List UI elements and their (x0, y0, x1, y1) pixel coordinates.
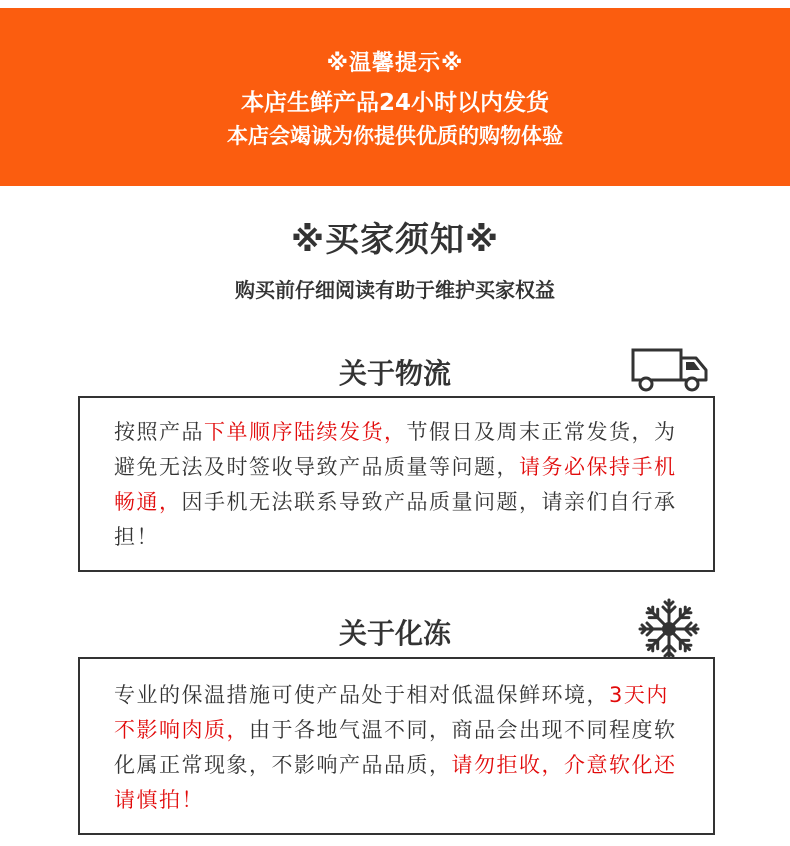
notice-banner (0, 8, 790, 186)
thaw-text-2: 由于各地气温不同，商品会出现不同程度软化属正常现象，不影响产品品质， (114, 718, 677, 777)
logistics-text-2: 节假日及周末正常发货，为避免无法及时签收导致产品质量等问题， (114, 420, 677, 479)
logistics-text-3: 因手机无法联系导致产品质量问题，请亲们自行承担！ (114, 490, 677, 549)
thaw-box (78, 657, 715, 835)
logistics-box (78, 396, 715, 572)
buyer-notice-title: ※买家须知※ (290, 220, 500, 260)
logistics-highlight-2: 请务必保持手机畅通， (114, 455, 677, 514)
thaw-heading: 关于化冻 (338, 617, 451, 650)
banner-service-line: 本店会竭诚为你提供优质的购物体验 (227, 124, 563, 148)
snowflake-icon (636, 598, 702, 660)
buyer-notice-subtitle: 购买前仔细阅读有助于维护买家权益 (235, 278, 555, 302)
thaw-highlight-2: 请勿拒收，介意软化还请慎拍！ (114, 753, 677, 812)
banner-shipping-line: 本店生鲜产品24小时以内发货 (240, 90, 549, 116)
logistics-heading: 关于物流 (338, 357, 451, 390)
truck-icon (630, 344, 710, 394)
thaw-text-1: 专业的保温措施可使产品处于相对低温保鲜环境， (114, 683, 609, 707)
logistics-text-1: 按照产品 (114, 420, 204, 444)
thaw-highlight-1: 3天内不影响肉质， (114, 683, 669, 742)
logistics-highlight-1: 下单顺序陆续发货， (204, 420, 407, 444)
banner-title: ※温馨提示※ (326, 51, 464, 76)
